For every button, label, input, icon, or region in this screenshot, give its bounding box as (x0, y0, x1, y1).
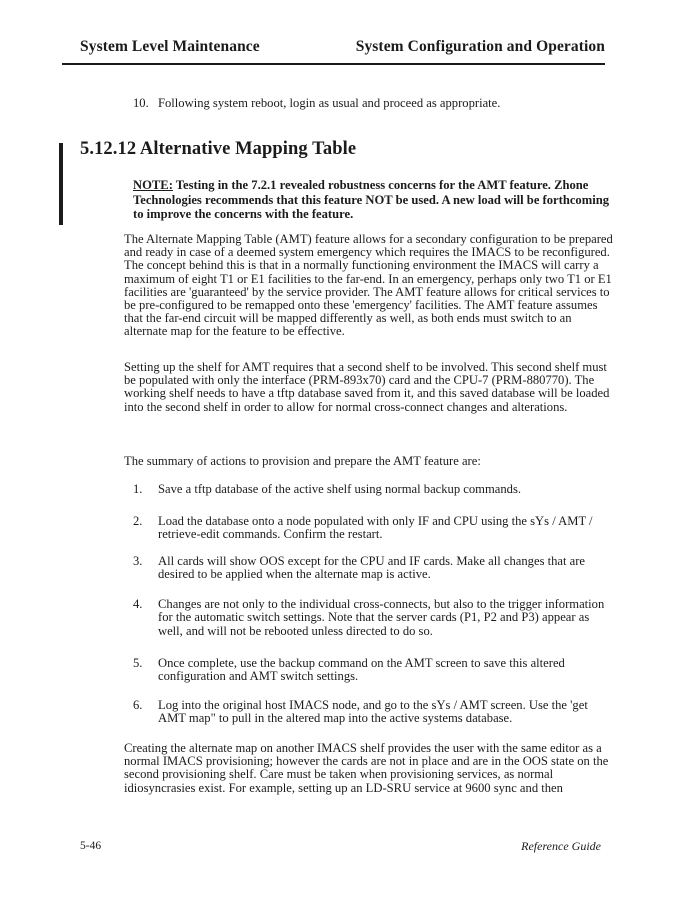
note-block (133, 178, 611, 222)
footer-page-number: 5-46 (80, 840, 102, 852)
step-text: Changes are not only to the individual cross-connects, but also to the trigger information for the automatic switch settings. Note that the server cards (P1, P2 and P3) appear as well, and will not be rebooted unless directed to do so. (158, 597, 605, 638)
step-number: 2. (133, 514, 143, 528)
step-text: Log into the original host IMACS node, and go to the sYs / AMT screen. Use the 'get AMT map" to pull in the altered map into the active systems database. (158, 698, 588, 726)
step-text: Save a tftp database of the active shelf using normal backup commands. (158, 482, 522, 496)
step-item (133, 598, 613, 638)
step-number: 3. (133, 554, 143, 568)
change-bar (59, 143, 63, 225)
step-number: 4. (133, 597, 143, 611)
step-item (133, 657, 613, 684)
header-left-title: System Level Maintenance (80, 38, 260, 55)
step-item (133, 699, 613, 726)
note-label: NOTE: (133, 178, 173, 192)
header-right-title: System Configuration and Operation (355, 38, 605, 55)
step-number: 1. (133, 482, 143, 496)
step-number: 6. (133, 698, 143, 712)
prior-step-10 (133, 97, 613, 110)
paragraph-intro: The Alternate Mapping Table (AMT) feature allows for a secondary configuration to be prepared and ready in case of a deemed system emergency which requires the IMACS to be reconfigured. The concept behind this is that in a normally functioning environment the IMACS will carry a maximum of eight T1 or E1 facilities to the far-end. In an emergency, perhaps only two T1 or E1 facilities are 'guaranteed' by the service provider. The AMT feature allows for critical services to be pre-configured to be remapped onto these 'emergency' facilities. The AMT feature assumes that the far-end circuit will be mapped differently as well, as both ends must switch to an alternate map for the feature to be effective. (124, 232, 613, 339)
step-number: 10. (133, 96, 149, 110)
summary-lead: The summary of actions to provision and prepare the AMT feature are: (124, 454, 481, 468)
step-text: Following system reboot, login as usual and proceed as appropriate. (158, 96, 501, 110)
step-item (133, 483, 613, 496)
section-heading: 5.12.12 Alternative Mapping Table (80, 139, 357, 159)
step-number: 5. (133, 656, 143, 670)
paragraph-setup: Setting up the shelf for AMT requires that a second shelf to be involved. This second shelf must be populated with only the interface (PRM-893x70) card and the CPU-7 (PRM-880770). The working shelf needs to have a tftp database saved from it, and this saved database will be loaded into the second shelf in order to allow for normal cross-connect changes and alterations. (124, 360, 610, 414)
step-item (133, 555, 613, 582)
paragraph-closing: Creating the alternate map on another IMACS shelf provides the user with the same editor as a normal IMACS provisioning; however the cards are not in place and are in the OOS state on the second provisioning shelf. Care must be taken when provisioning services, as normal idiosyncrasies exist. For example, setting up an LD-SRU service at 9600 sync and then (124, 741, 609, 795)
step-text: Load the database onto a node populated with only IF and CPU using the sYs / AMT / retrieve-edit commands. Confirm the restart. (158, 514, 593, 542)
note-text: Testing in the 7.2.1 revealed robustness concerns for the AMT feature. Zhone Technologies recommends that this feature NOT be used. A new load will be forthcoming to improve the concerns with the feature. (133, 178, 610, 222)
step-item (133, 515, 613, 542)
step-text: Once complete, use the backup command on the AMT screen to save this altered configuration and AMT switch settings. (158, 656, 565, 684)
step-text: All cards will show OOS except for the CPU and IF cards. Make all changes that are desired to be applied when the alternate map is active. (158, 554, 586, 582)
page-header (62, 38, 605, 65)
footer-doc-title: Reference Guide (521, 839, 601, 853)
